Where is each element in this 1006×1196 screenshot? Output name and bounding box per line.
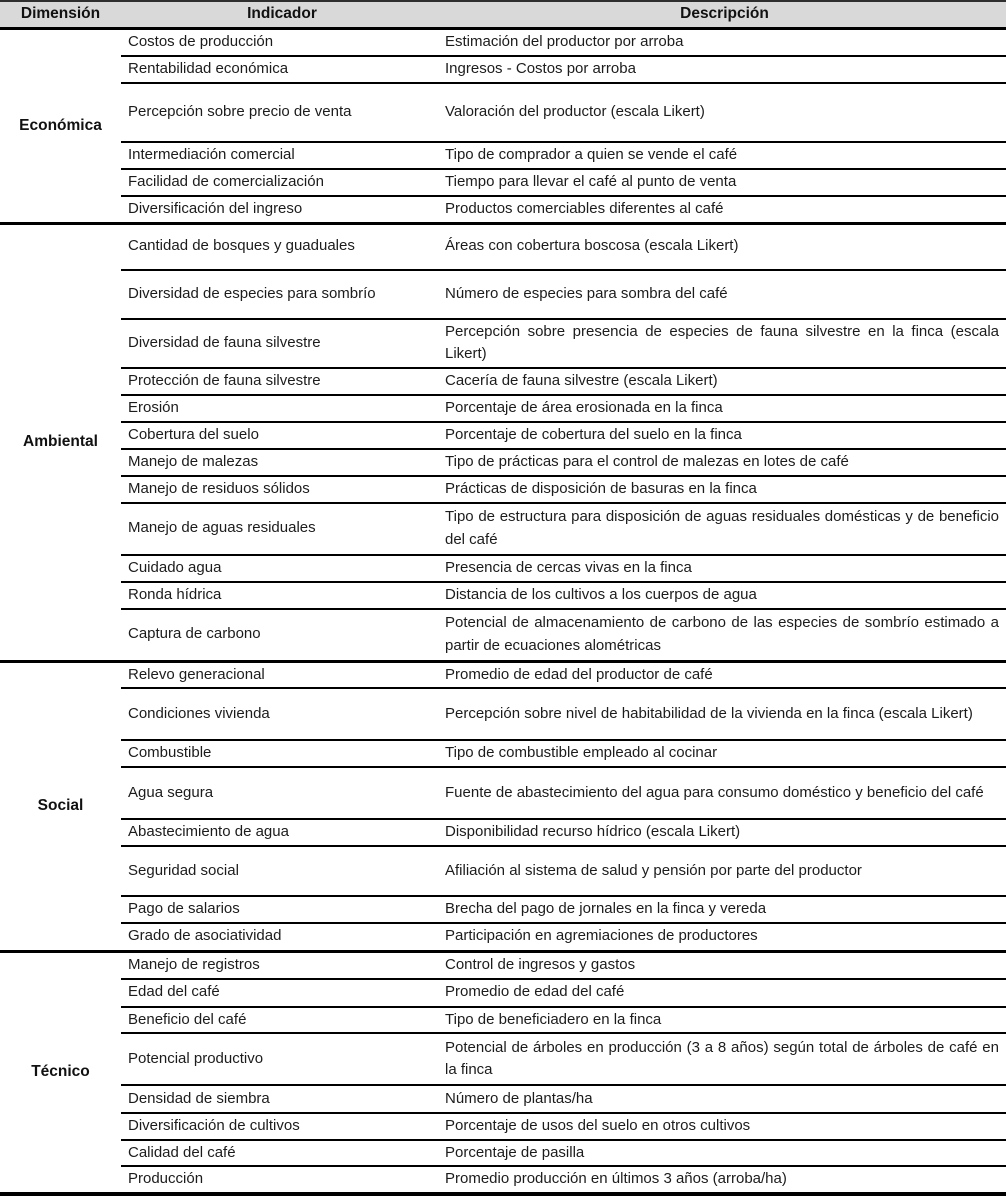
table-row xyxy=(0,368,1006,395)
indicator-cell: Diversificación de cultivos xyxy=(121,1113,443,1140)
indicator-cell: Cobertura del suelo xyxy=(121,422,443,449)
indicator-cell: Protección de fauna silvestre xyxy=(121,368,443,395)
indicator-cell: Facilidad de comercialización xyxy=(121,169,443,196)
indicator-cell: Captura de carbono xyxy=(121,609,443,662)
table-row xyxy=(0,819,1006,846)
description-cell: Porcentaje de área erosionada en la finca xyxy=(443,395,1006,422)
table-row xyxy=(0,270,1006,319)
table-row xyxy=(0,846,1006,896)
table-row xyxy=(0,740,1006,767)
indicator-cell: Seguridad social xyxy=(121,846,443,896)
indicator-cell: Costos de producción xyxy=(121,29,443,57)
indicator-cell: Percepción sobre precio de venta xyxy=(121,83,443,142)
table-row xyxy=(0,582,1006,609)
description-cell: Cacería de fauna silvestre (escala Likert) xyxy=(443,368,1006,395)
table-row xyxy=(0,951,1006,979)
table-row xyxy=(0,688,1006,740)
description-cell: Porcentaje de usos del suelo en otros cultivos xyxy=(443,1113,1006,1140)
description-cell: Productos comerciables diferentes al café xyxy=(443,196,1006,223)
indicator-cell: Grado de asociatividad xyxy=(121,923,443,952)
indicator-cell: Manejo de aguas residuales xyxy=(121,503,443,555)
table-row xyxy=(0,1007,1006,1034)
description-cell: Prácticas de disposición de basuras en la finca xyxy=(443,476,1006,503)
description-cell: Tipo de comprador a quien se vende el café xyxy=(443,142,1006,169)
table-row xyxy=(0,609,1006,662)
description-cell: Potencial de almacenamiento de carbono de las especies de sombrío estimado a partir de ecuaciones alométricas xyxy=(443,609,1006,662)
table-row xyxy=(0,979,1006,1007)
description-cell: Promedio producción en últimos 3 años (arroba/ha) xyxy=(443,1166,1006,1194)
indicator-cell: Diversidad de especies para sombrío xyxy=(121,270,443,319)
indicator-cell: Intermediación comercial xyxy=(121,142,443,169)
dimension-cell: Económica xyxy=(0,29,121,224)
indicator-cell: Diversificación del ingreso xyxy=(121,196,443,223)
description-cell: Estimación del productor por arroba xyxy=(443,29,1006,57)
indicator-cell: Producción xyxy=(121,1166,443,1194)
table-row xyxy=(0,422,1006,449)
table-row xyxy=(0,1140,1006,1167)
indicator-cell: Rentabilidad económica xyxy=(121,56,443,83)
indicator-cell: Cantidad de bosques y guaduales xyxy=(121,223,443,270)
table-row xyxy=(0,223,1006,270)
table-row xyxy=(0,169,1006,196)
header-dimension: Dimensión xyxy=(0,1,121,29)
indicator-cell: Cuidado agua xyxy=(121,555,443,582)
description-cell: Tipo de estructura para disposición de aguas residuales domésticas y de beneficio del café xyxy=(443,503,1006,555)
description-cell: Percepción sobre presencia de especies de fauna silvestre en la finca (escala Likert) xyxy=(443,319,1006,368)
table-row xyxy=(0,142,1006,169)
indicator-cell: Agua segura xyxy=(121,767,443,819)
indicator-cell: Abastecimiento de agua xyxy=(121,819,443,846)
table-row xyxy=(0,767,1006,819)
indicator-cell: Manejo de registros xyxy=(121,951,443,979)
table-row xyxy=(0,476,1006,503)
indicator-cell: Beneficio del café xyxy=(121,1007,443,1034)
indicator-cell: Manejo de malezas xyxy=(121,449,443,476)
indicator-cell: Calidad del café xyxy=(121,1140,443,1167)
dimension-cell: Social xyxy=(0,661,121,951)
header-row xyxy=(0,1,1006,29)
indicator-cell: Potencial productivo xyxy=(121,1033,443,1085)
indicator-cell: Condiciones vivienda xyxy=(121,688,443,740)
table-row xyxy=(0,1113,1006,1140)
description-cell: Afiliación al sistema de salud y pensión por parte del productor xyxy=(443,846,1006,896)
description-cell: Tipo de prácticas para el control de malezas en lotes de café xyxy=(443,449,1006,476)
table-row xyxy=(0,196,1006,223)
description-cell: Tipo de combustible empleado al cocinar xyxy=(443,740,1006,767)
description-cell: Porcentaje de cobertura del suelo en la finca xyxy=(443,422,1006,449)
table-row xyxy=(0,923,1006,952)
description-cell: Brecha del pago de jornales en la finca y vereda xyxy=(443,896,1006,923)
description-cell: Distancia de los cultivos a los cuerpos de agua xyxy=(443,582,1006,609)
table-body xyxy=(0,29,1006,1194)
description-cell: Número de plantas/ha xyxy=(443,1085,1006,1113)
description-cell: Participación en agremiaciones de productores xyxy=(443,923,1006,952)
table-row xyxy=(0,56,1006,83)
description-cell: Porcentaje de pasilla xyxy=(443,1140,1006,1167)
table-row xyxy=(0,449,1006,476)
table-row xyxy=(0,555,1006,582)
indicator-cell: Edad del café xyxy=(121,979,443,1007)
description-cell: Tiempo para llevar el café al punto de venta xyxy=(443,169,1006,196)
description-cell: Disponibilidad recurso hídrico (escala Likert) xyxy=(443,819,1006,846)
dimension-cell: Técnico xyxy=(0,951,121,1194)
description-cell: Control de ingresos y gastos xyxy=(443,951,1006,979)
indicator-cell: Diversidad de fauna silvestre xyxy=(121,319,443,368)
description-cell: Áreas con cobertura boscosa (escala Likert) xyxy=(443,223,1006,270)
table-row xyxy=(0,1033,1006,1085)
table-row xyxy=(0,1166,1006,1194)
indicator-cell: Manejo de residuos sólidos xyxy=(121,476,443,503)
indicator-cell: Pago de salarios xyxy=(121,896,443,923)
indicator-cell: Erosión xyxy=(121,395,443,422)
table-row xyxy=(0,29,1006,57)
table-row xyxy=(0,503,1006,555)
description-cell: Presencia de cercas vivas en la finca xyxy=(443,555,1006,582)
description-cell: Valoración del productor (escala Likert) xyxy=(443,83,1006,142)
description-cell: Potencial de árboles en producción (3 a 8 años) según total de árboles de café en la finca xyxy=(443,1033,1006,1085)
table-row xyxy=(0,319,1006,368)
indicator-cell: Ronda hídrica xyxy=(121,582,443,609)
table-row xyxy=(0,395,1006,422)
indicator-cell: Combustible xyxy=(121,740,443,767)
description-cell: Número de especies para sombra del café xyxy=(443,270,1006,319)
dimension-cell: Ambiental xyxy=(0,223,121,661)
indicator-cell: Relevo generacional xyxy=(121,661,443,688)
header-description: Descripción xyxy=(443,1,1006,29)
indicator-cell: Densidad de siembra xyxy=(121,1085,443,1113)
table-row xyxy=(0,83,1006,142)
description-cell: Fuente de abastecimiento del agua para consumo doméstico y beneficio del café xyxy=(443,767,1006,819)
table-row xyxy=(0,661,1006,688)
table-row xyxy=(0,1085,1006,1113)
header-indicator: Indicador xyxy=(121,1,443,29)
description-cell: Ingresos - Costos por arroba xyxy=(443,56,1006,83)
description-cell: Percepción sobre nivel de habitabilidad de la vivienda en la finca (escala Likert) xyxy=(443,688,1006,740)
description-cell: Promedio de edad del café xyxy=(443,979,1006,1007)
description-cell: Tipo de beneficiadero en la finca xyxy=(443,1007,1006,1034)
description-cell: Promedio de edad del productor de café xyxy=(443,661,1006,688)
table-row xyxy=(0,896,1006,923)
